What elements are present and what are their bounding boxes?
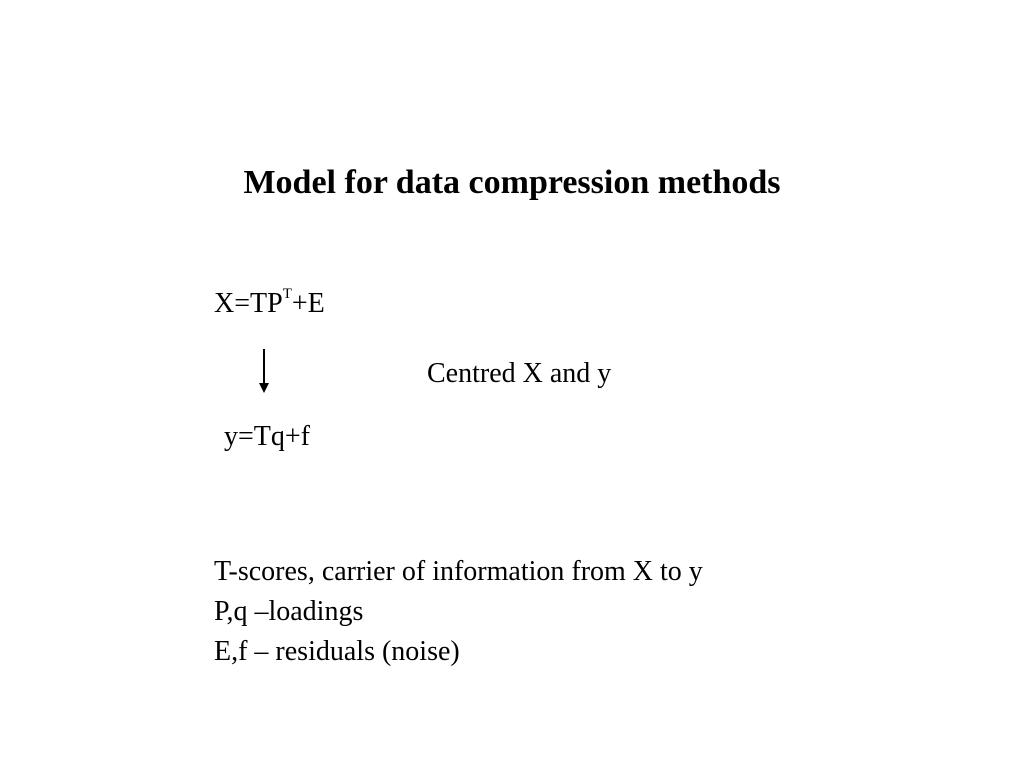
- slide-title: Model for data compression methods: [243, 164, 781, 201]
- equation-x-suffix: +E: [291, 288, 325, 319]
- definition-loadings: P,q –loadings: [214, 596, 364, 627]
- equation-x: [214, 287, 325, 321]
- centred-note: Centred X and y: [427, 358, 612, 389]
- down-arrow-icon: [254, 347, 274, 395]
- equation-x-base: X=TP: [214, 288, 283, 319]
- definition-residuals: E,f – residuals (noise): [214, 636, 460, 667]
- definition-scores: T-scores, carrier of information from X to y: [214, 556, 703, 587]
- equation-y: y=Tq+f: [224, 421, 311, 452]
- equation-x-superscript: T: [282, 285, 292, 302]
- definitions-list: [214, 552, 703, 672]
